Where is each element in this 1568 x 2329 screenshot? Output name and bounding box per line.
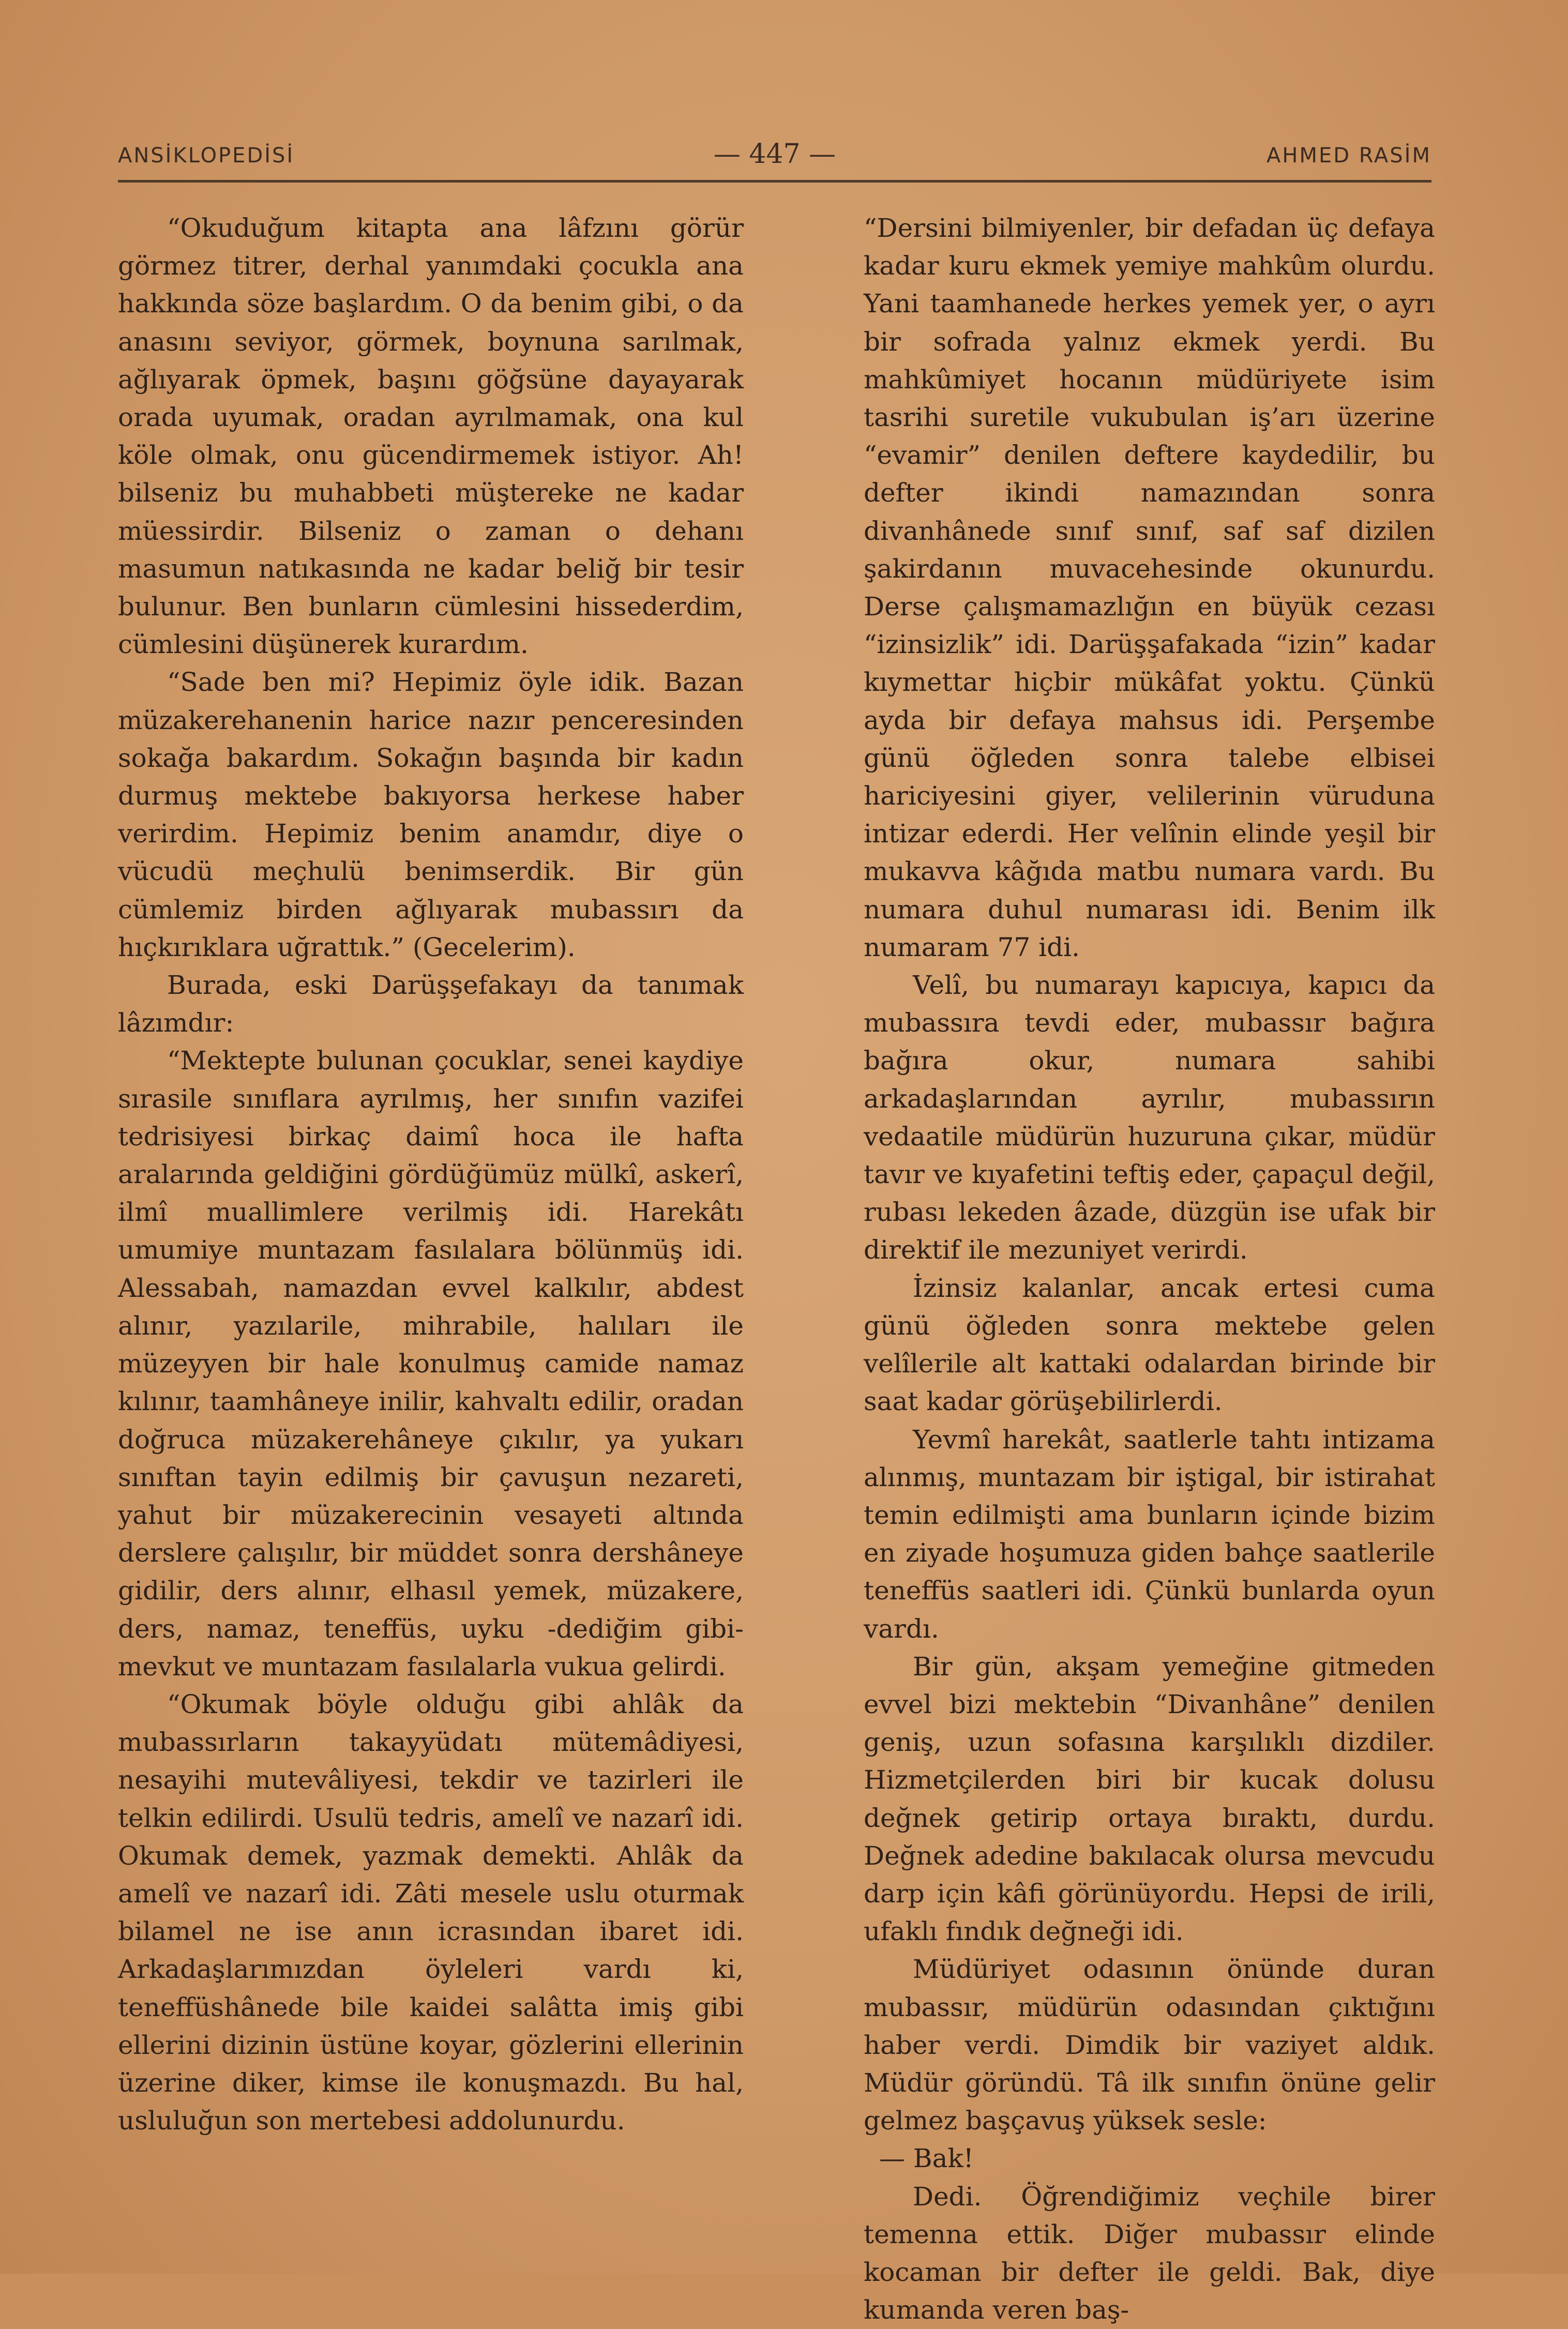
- header-author: AHMED RASİM: [1267, 144, 1431, 168]
- paragraph: Bir gün, akşam yemeğine gitmeden evvel bizi mektebin “Divanhâne” denilen geniş, uzun sofasına karşılıklı dizdiler. Hizmetçilerden biri bir kucak dolusu değnek getirip ortaya bıraktı, durdu. Değnek adedine bakılacak olursa mevcudu darp için kâfi görünüyordu. Hepsi de irili, ufaklı fındık değneği idi.: [864, 1651, 1435, 1947]
- dialogue-line: — Bak!: [879, 2143, 974, 2174]
- running-header: [118, 139, 1431, 175]
- paragraph: “Okuduğum kitapta ana lâfzını görür görmez titrer, derhal yanımdaki çocukla ana hakkında söze başlardım. O da benim gibi, o da anasını seviyor, görmek, boynuna sarılmak, ağlıyarak öpmek, başını göğsüne dayayarak orada uyumak, oradan ayrılmamak, ona kul köle olmak, onu gücendirmemek istiyor. Ah! bilseniz bu muhabbeti müştereke ne kadar müessirdir. Bilseniz o zaman o dehanı masumun natıkasında ne kadar beliğ bir tesir bulunur. Ben bunların cümlesini hissederdim, cümlesini düşünerek kurardım.: [118, 213, 744, 660]
- page-number: — 447 —: [713, 139, 836, 170]
- paragraph: Dedi. Öğrendiğimiz veçhile birer temenna ettik. Diğer mubassır elinde kocaman bir defter ile geldi. Bak, diye kumanda veren baş-: [864, 2181, 1435, 2325]
- paragraph: Velî, bu numarayı kapıcıya, kapıcı da mubassıra tevdi eder, mubassır bağıra bağıra okur, numara sahibi arkadaşlarından ayrılır, mubassırın vedaatile müdürün huzuruna çıkar, müdür tavır ve kıyafetini teftiş eder, çapaçul değil, rubası lekeden âzade, düzgün ise ufak bir direktif ile mezuniyet verirdi.: [864, 970, 1435, 1265]
- header-book-title: ANSİKLOPEDİSİ: [118, 144, 295, 168]
- paragraph: Yevmî harekât, saatlerle tahtı intizama alınmış, muntazam bir iştigal, bir istirahat temin edilmişti ama bunların içinde bizim en ziyade hoşumuza giden bahçe saatlerile teneffüs saatleri idi. Çünkü bunlarda oyun vardı.: [864, 1424, 1435, 1644]
- paragraph: Müdüriyet odasının önünde duran mubassır, müdürün odasından çıktığını haber verdi. Dimdik bir vaziyet aldık. Müdür göründü. Tâ ilk sınıfın önüne gelir gelmez başçavuş yüksek sesle:: [864, 1954, 1435, 2136]
- paragraph: İzinsiz kalanlar, ancak ertesi cuma günü öğleden sonra mektebe gelen velîlerile alt kattaki odalardan birinde bir saat kadar görüşebilirlerdi.: [864, 1273, 1435, 1417]
- header-rule: [118, 180, 1431, 183]
- right-column: [864, 209, 1435, 2329]
- paragraph: “Mektepte bulunan çocuklar, senei kaydiye sırasile sınıflara ayrılmış, her sınıfın vazifei tedrisiyesi birkaç daimî hoca ile hafta aralarında geldiğini gördüğümüz mülkî, askerî, ilmî muallimlere verilmiş idi. Harekâtı umumiye muntazam fasılalara bölünmüş idi. Alessabah, namazdan evvel kalkılır, abdest alınır, yazılarile, mihrabile, halıları ile müzeyyen bir hale konulmuş camide namaz kılınır, taamhâneye inilir, kahvaltı edilir, oradan doğruca müzakerehâneye çıkılır, ya yukarı sınıftan tayin edilmiş bir çavuşun nezareti, yahut bir müzakerecinin vesayeti altında derslere çalışılır, bir müddet sonra dershâneye gidilir, ders alınır, elhasıl yemek, müzakere, ders, namaz, teneffüs, uyku -dediğim gibi- mevkut ve muntazam fasılalarla vukua gelirdi.: [118, 1046, 744, 1682]
- paragraph: “Sade ben mi? Hepimiz öyle idik. Bazan müzakerehanenin harice nazır penceresinden sokağa bakardım. Sokağın başında bir kadın durmuş mektebe bakıyorsa herkese haber verirdim. Hepimiz benim anamdır, diye o vücudü meçhulü benimserdik. Bir gün cümlemiz birden ağlıyarak mubassırı da hıçkırıklara uğrattık.” (Gecelerim).: [118, 667, 744, 962]
- paragraph: Burada, eski Darüşşefakayı da tanımak lâzımdır:: [118, 970, 744, 1038]
- paragraph: “Okumak böyle olduğu gibi ahlâk da mubassırların takayyüdatı mütemâdiyesi, nesayihi mutevâliyesi, tekdir ve tazirleri ile telkin edilirdi. Usulü tedris, amelî ve nazarî idi. Okumak demek, yazmak demekti. Ahlâk da amelî ve nazarî idi. Zâti mesele uslu oturmak bilamel ne ise anın icrasından ibaret idi. Arkadaşlarımızdan öyleleri vardı ki, teneffüshânede bile kaidei salâtta imiş gibi ellerini dizinin üstüne koyar, gözlerini ellerinin üzerine diker, kimse ile konuşmazdı. Bu hal, usluluğun son mertebesi addolunurdu.: [118, 1689, 744, 2136]
- left-column: [118, 209, 744, 2140]
- paragraph: “Dersini bilmiyenler, bir defadan üç defaya kadar kuru ekmek yemiye mahkûm olurdu. Yani taamhanede herkes yemek yer, o ayrı bir sofrada yalnız ekmek yerdi. Bu mahkûmiyet hocanın müdüriyete isim tasrihi suretile vukubulan iş’arı üzerine “evamir” denilen deftere kaydedilir, bu defter ikindi namazından sonra divanhânede sınıf sınıf, saf saf dizilen şakirdanın muvacehesinde okunurdu. Derse çalışmamazlığın en büyük cezası “izinsizlik” idi. Darüşşafakada “izin” kadar kıymettar hiçbir mükâfat yoktu. Çünkü ayda bir defaya mahsus idi. Perşembe günü öğleden sonra talebe elbisei hariciyesini giyer, velilerinin vüruduna intizar ederdi. Her velînin elinde yeşil bir mukavva kâğıda matbu numara vardı. Bu numara duhul numarası idi. Benim ilk numaram 77 idi.: [864, 213, 1435, 962]
